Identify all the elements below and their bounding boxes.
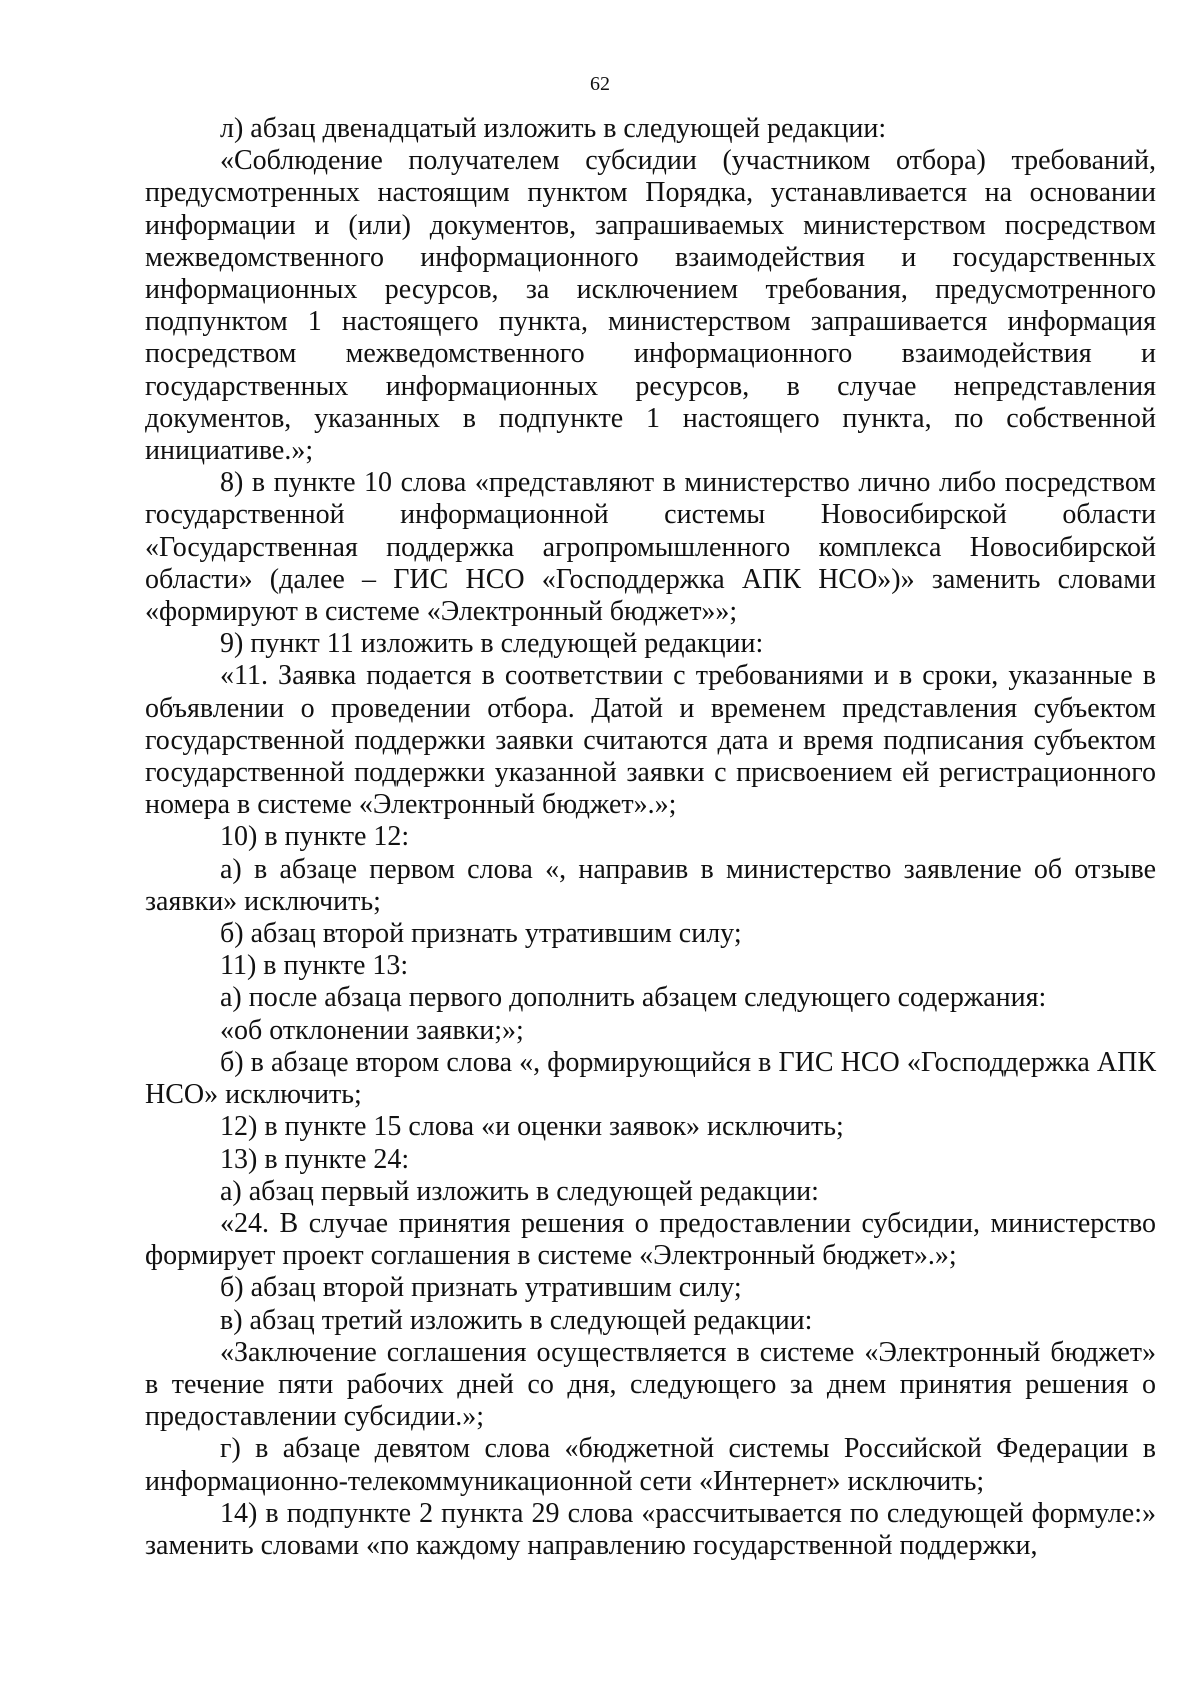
- paragraph-item-11-text: «11. Заявка подается в соответствии с требованиями и в сроки, указанные в объявлении о проведении отбора. Датой и временем представления субъектом государственной поддержки заявки считаются дата и время подписания субъектом государственной поддержки указанной заявки с присвоением ей регистрационного номера в системе «Электронный бюджет».»;: [145, 660, 1156, 821]
- paragraph-item-11: 11) в пункте 13:: [220, 950, 409, 982]
- paragraph-item-13-b: б) абзац второй признать утратившим силу;: [220, 1272, 742, 1304]
- paragraph-item-12: 12) в пункте 15 слова «и оценки заявок» исключить;: [220, 1111, 844, 1143]
- paragraph-item-13-d: г) в абзаце девятом слова «бюджетной системы Российской Федерации в информационно-телекоммуникационной сети «Интернет» исключить;: [145, 1433, 1156, 1497]
- paragraph-item-10: 10) в пункте 12:: [220, 821, 410, 853]
- paragraph-item-24-text: «24. В случае принятия решения о предоставлении субсидии, министерство формирует проект соглашения в системе «Электронный бюджет».»;: [145, 1207, 1156, 1272]
- paragraph-item-9: 9) пункт 11 изложить в следующей редакции:: [220, 628, 764, 660]
- page-number: 62: [590, 73, 610, 95]
- paragraph-compliance-text: «Соблюдение получателем субсидии (участником отбора) требований, предусмотренных настоящим пунктом Порядка, устанавливается на основании информации и (или) документов, запрашиваемых министерством посредством межведомственного информационного взаимодействия и государственных информационных ресурсов, за исключением требования, предусмотренного подпунктом 1 настоящего пункта, министерством запрашивается информация посредством межведомственного информационного взаимодействия и государственных информационных ресурсов, в случае непредставления документов, указанных в подпункте 1 настоящего пункта, по собственной инициативе.»;: [145, 145, 1156, 467]
- paragraph-item-13: 13) в пункте 24:: [220, 1143, 410, 1175]
- paragraph-item-11-a-text: «об отклонении заявки;»;: [220, 1014, 524, 1046]
- paragraph-item-14: 14) в подпункте 2 пункта 29 слова «рассчитывается по следующей формуле:» заменить словами «по каждому направлению государственной поддержки,: [145, 1497, 1156, 1561]
- paragraph-item-8: 8) в пункте 10 слова «представляют в министерство лично либо посредством государственной информационной системы Новосибирской области «Государственная поддержка агропромышленного комплекса Новосибирской области» (далее – ГИС НСО «Господдержка АПК НСО»)» заменить словами «формируют в системе «Электронный бюджет»»;: [145, 467, 1156, 628]
- document-body: [145, 113, 1156, 1562]
- paragraph-item-10-a: а) в абзаце первом слова «, направив в министерство заявление об отзыве заявки» исключить;: [145, 853, 1156, 917]
- paragraph-item-11-a: а) после абзаца первого дополнить абзацем следующего содержания:: [220, 982, 1047, 1014]
- paragraph-agreement-text: «Заключение соглашения осуществляется в системе «Электронный бюджет» в течение пяти рабочих дней со дня, следующего за днем принятия решения о предоставлении субсидии.»;: [145, 1336, 1156, 1433]
- paragraph-item-13-a: а) абзац первый изложить в следующей редакции:: [220, 1175, 819, 1207]
- paragraph-l-heading: л) абзац двенадцатый изложить в следующей редакции:: [220, 113, 887, 144]
- paragraph-item-10-b: б) абзац второй признать утратившим силу;: [220, 918, 742, 950]
- paragraph-item-11-b: б) в абзаце втором слова «, формирующийся в ГИС НСО «Господдержка АПК НСО» исключить;: [145, 1046, 1156, 1111]
- paragraph-item-13-c: в) абзац третий изложить в следующей редакции:: [220, 1304, 813, 1336]
